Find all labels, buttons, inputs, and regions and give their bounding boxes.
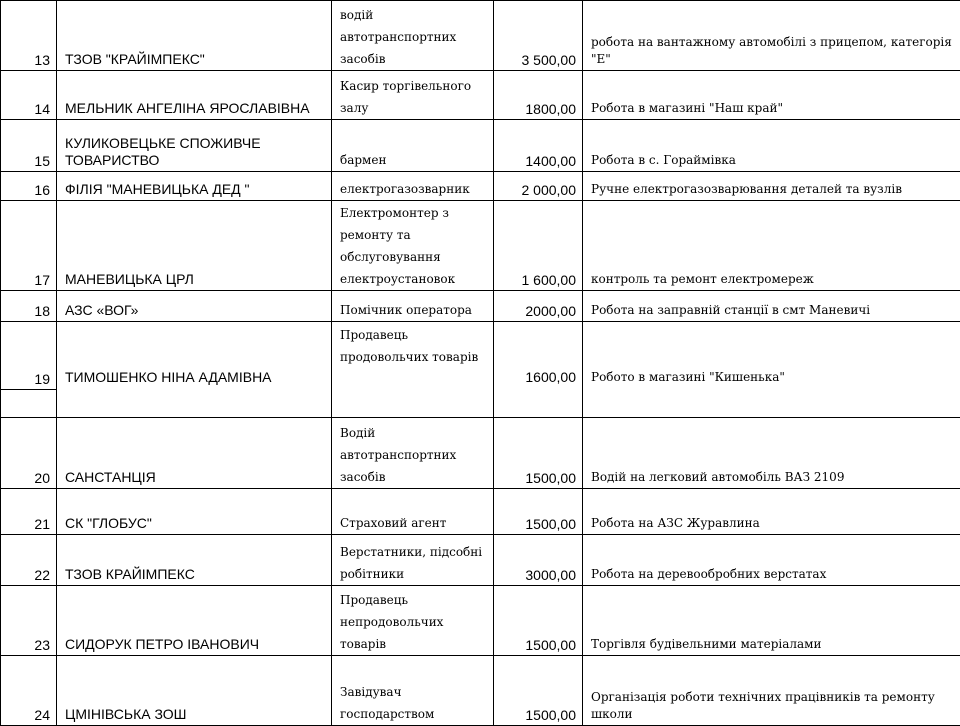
row-number: 24 — [1, 656, 57, 726]
row-number: 20 — [1, 418, 57, 489]
position-name: Продавець непродовольчих товарів — [332, 586, 494, 656]
salary: 2 000,00 — [494, 172, 583, 201]
table-row — [1, 535, 960, 586]
table-row — [1, 172, 960, 201]
table-row — [1, 1, 960, 71]
row-number: 17 — [1, 201, 57, 291]
salary: 1400,00 — [494, 120, 583, 172]
salary: 3 500,00 — [494, 1, 583, 71]
employer-name: ЦМІНІВСЬКА ЗОШ — [57, 656, 332, 726]
job-description: Робота на деревообробних верстатах — [583, 535, 960, 586]
position-name: Електромонтер з ремонту та обслуговування електроустановок — [332, 201, 494, 291]
salary: 1500,00 — [494, 418, 583, 489]
position-name: Помічник оператора — [332, 291, 494, 322]
job-description: контроль та ремонт електромереж — [583, 201, 960, 291]
position-name: Верстатники, підсобні робітники — [332, 535, 494, 586]
job-description: Робота в магазині "Наш край" — [583, 71, 960, 120]
position-name: електрогазозварник — [332, 172, 494, 201]
position-name: бармен — [332, 120, 494, 172]
salary: 3000,00 — [494, 535, 583, 586]
position-name: Касир торгівельного залу — [332, 71, 494, 120]
table-row — [1, 71, 960, 120]
table-row — [1, 291, 960, 322]
salary: 1500,00 — [494, 489, 583, 535]
salary: 1600,00 — [494, 322, 583, 418]
row-number: 23 — [1, 586, 57, 656]
row-number: 21 — [1, 489, 57, 535]
job-description: Організація роботи технічних працівників та ремонту школи — [583, 656, 960, 726]
row-number: 15 — [1, 120, 57, 172]
employer-name: МЕЛЬНИК АНГЕЛІНА ЯРОСЛАВІВНА — [57, 71, 332, 120]
salary: 1500,00 — [494, 586, 583, 656]
employer-name: ФІЛІЯ "МАНЕВИЦЬКА ДЕД " — [57, 172, 332, 201]
job-description: Робота на заправній станції в смт Маневичі — [583, 291, 960, 322]
employer-name: ТЗОВ КРАЙІМПЕКС — [57, 535, 332, 586]
job-description: Робота на АЗС Журавлина — [583, 489, 960, 535]
employer-name: ТЗОВ "КРАЙІМПЕКС" — [57, 1, 332, 71]
row-number: 13 — [1, 1, 57, 71]
job-description: Робота в с. Гораймівка — [583, 120, 960, 172]
salary: 1 600,00 — [494, 201, 583, 291]
salary: 1500,00 — [494, 656, 583, 726]
job-description: робота на вантажному автомобілі з прицепом, категорія "Е" — [583, 1, 960, 71]
position-name: Страховий агент — [332, 489, 494, 535]
employer-name: ТИМОШЕНКО НІНА АДАМІВНА — [57, 322, 332, 418]
table-row — [1, 489, 960, 535]
job-description: Робото в магазині "Кишенька" — [583, 322, 960, 418]
table-row — [1, 201, 960, 291]
employer-name: КУЛИКОВЕЦЬКЕ СПОЖИВЧЕ ТОВАРИСТВО — [57, 120, 332, 172]
row-number: 22 — [1, 535, 57, 586]
employer-name: АЗС «ВОГ» — [57, 291, 332, 322]
position-name: Продавець продовольчих товарів — [332, 322, 494, 418]
position-name: Водій автотранспортних засобів — [332, 418, 494, 489]
position-name: водій автотранспортних засобів — [332, 1, 494, 71]
employer-name: САНСТАНЦІЯ — [57, 418, 332, 489]
table-row — [1, 418, 960, 489]
row-number: 18 — [1, 291, 57, 322]
employer-name: МАНЕВИЦЬКА ЦРЛ — [57, 201, 332, 291]
employer-name: СК "ГЛОБУС" — [57, 489, 332, 535]
empty-cell — [1, 390, 57, 418]
table-row — [1, 120, 960, 172]
table-row — [1, 586, 960, 656]
employer-name: СИДОРУК ПЕТРО ІВАНОВИЧ — [57, 586, 332, 656]
job-description: Торгівля будівельними матеріалами — [583, 586, 960, 656]
job-description: Ручне електрогазозварювання деталей та вузлів — [583, 172, 960, 201]
position-name: Завідувач господарством — [332, 656, 494, 726]
salary: 1800,00 — [494, 71, 583, 120]
row-number: 16 — [1, 172, 57, 201]
job-description: Водій на легковий автомобіль ВАЗ 2109 — [583, 418, 960, 489]
row-number: 19 — [1, 322, 57, 390]
table-row — [1, 656, 960, 726]
row-number: 14 — [1, 71, 57, 120]
salary: 2000,00 — [494, 291, 583, 322]
table-row — [1, 322, 960, 390]
